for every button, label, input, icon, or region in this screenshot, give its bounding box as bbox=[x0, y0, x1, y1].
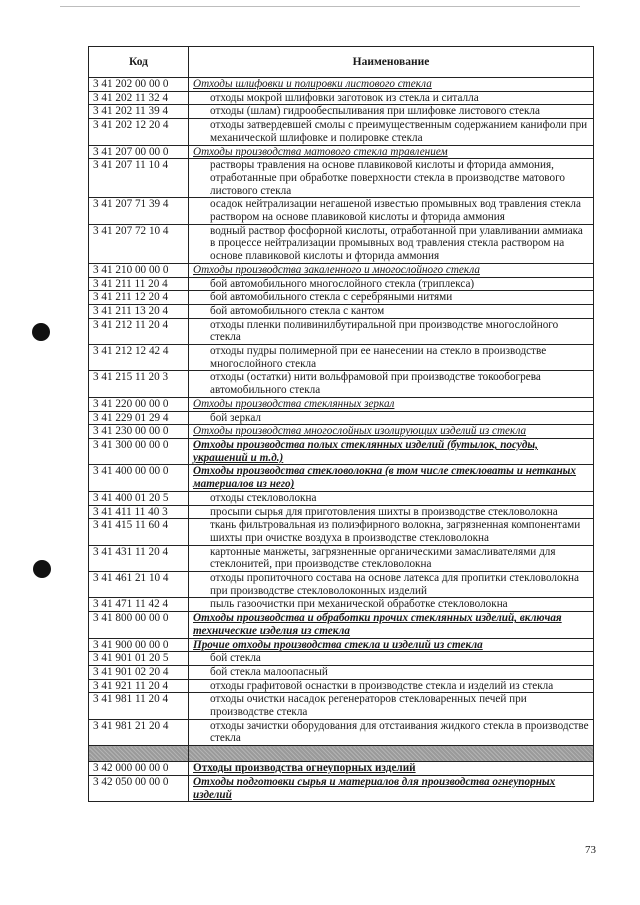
table-row bbox=[89, 304, 594, 318]
row-name: бой автомобильного многослойного стекла (триплекса) bbox=[189, 277, 594, 291]
row-code: 3 41 210 00 00 0 bbox=[89, 263, 189, 277]
row-name: бой зеркал bbox=[189, 411, 594, 425]
row-name: просыпи сырья для приготовления шихты в производстве стекловолокна bbox=[189, 505, 594, 519]
row-name: Отходы производства закаленного и многослойного стекла bbox=[189, 263, 594, 277]
table-header-row bbox=[89, 47, 594, 78]
row-code: 3 41 202 11 39 4 bbox=[89, 105, 189, 119]
row-name: Отходы производства и обработки прочих стеклянных изделий, включая технические изделия из стекла bbox=[189, 612, 594, 638]
table-row bbox=[89, 198, 594, 224]
row-code: 3 42 000 00 00 0 bbox=[89, 762, 189, 776]
row-code: 3 41 230 00 00 0 bbox=[89, 425, 189, 439]
row-name: бой автомобильного стекла с кантом bbox=[189, 304, 594, 318]
row-name: отходы зачистки оборудования для отстаивания жидкого стекла в производстве стекла bbox=[189, 719, 594, 745]
table-row bbox=[89, 291, 594, 305]
row-name: бой автомобильного стекла с серебряными нитями bbox=[189, 291, 594, 305]
table-row bbox=[89, 159, 594, 198]
table-row bbox=[89, 545, 594, 571]
row-code: 3 41 207 11 10 4 bbox=[89, 159, 189, 198]
shaded-separator-row bbox=[89, 746, 594, 762]
row-name: отходы (остатки) нити вольфрамовой при производстве токообогрева автомобильного стекла bbox=[189, 371, 594, 397]
row-name: растворы травления на основе плавиковой кислоты и фторида аммония, отработанные при обработке поверхности стекла в производстве матового листового стекла bbox=[189, 159, 594, 198]
row-code: 3 41 411 11 40 3 bbox=[89, 505, 189, 519]
row-name: Отходы производства стеклянных зеркал bbox=[189, 397, 594, 411]
row-code: 3 41 207 00 00 0 bbox=[89, 145, 189, 159]
table-row bbox=[89, 638, 594, 652]
header-code: Код bbox=[89, 47, 189, 78]
table-row bbox=[89, 78, 594, 92]
table-row bbox=[89, 665, 594, 679]
row-name: отходы стекловолокна bbox=[189, 491, 594, 505]
waste-classification-table bbox=[88, 46, 594, 802]
row-code: 3 41 211 12 20 4 bbox=[89, 291, 189, 305]
table-row bbox=[89, 612, 594, 638]
row-code bbox=[89, 746, 189, 762]
binder-hole bbox=[33, 560, 51, 578]
row-code: 3 41 202 11 32 4 bbox=[89, 91, 189, 105]
table-row bbox=[89, 145, 594, 159]
table-row bbox=[89, 693, 594, 719]
page-number: 73 bbox=[585, 844, 596, 856]
table-row bbox=[89, 719, 594, 745]
row-name: отходы пропиточного состава на основе латекса для пропитки стекловолокна при производстве стекловолоконных изделий bbox=[189, 572, 594, 598]
table-row bbox=[89, 505, 594, 519]
row-name: отходы пленки поливинилбутиральной при производстве многослойного стекла bbox=[189, 318, 594, 344]
row-code: 3 41 400 00 00 0 bbox=[89, 465, 189, 491]
row-code: 3 41 207 71 39 4 bbox=[89, 198, 189, 224]
table-row bbox=[89, 318, 594, 344]
table-row bbox=[89, 652, 594, 666]
row-code: 3 41 212 12 42 4 bbox=[89, 345, 189, 371]
table-row bbox=[89, 679, 594, 693]
row-code: 3 41 215 11 20 3 bbox=[89, 371, 189, 397]
row-code: 3 41 471 11 42 4 bbox=[89, 598, 189, 612]
row-code: 3 41 229 01 29 4 bbox=[89, 411, 189, 425]
row-name: картонные манжеты, загрязненные органическими замасливателями для стеклонитей, при производстве стекловолокна bbox=[189, 545, 594, 571]
row-code: 3 41 431 11 20 4 bbox=[89, 545, 189, 571]
row-code: 3 41 211 11 20 4 bbox=[89, 277, 189, 291]
table-row bbox=[89, 438, 594, 464]
table-row bbox=[89, 411, 594, 425]
row-name: отходы затвердевшей смолы с преимущественным содержанием канифоли при механической шлифовке и полировке стекла bbox=[189, 119, 594, 145]
row-code: 3 41 211 13 20 4 bbox=[89, 304, 189, 318]
table-row bbox=[89, 263, 594, 277]
row-code: 3 41 212 11 20 4 bbox=[89, 318, 189, 344]
row-code: 3 41 901 02 20 4 bbox=[89, 665, 189, 679]
row-code: 3 41 921 11 20 4 bbox=[89, 679, 189, 693]
row-name: отходы (шлам) гидрообеспыливания при шлифовке листового стекла bbox=[189, 105, 594, 119]
row-name: Отходы производства стекловолокна (в том числе стекловаты и нетканых материалов из него) bbox=[189, 465, 594, 491]
table-row bbox=[89, 491, 594, 505]
row-name: отходы очистки насадок регенераторов стекловаренных печей при производстве стекла bbox=[189, 693, 594, 719]
row-name: Отходы шлифовки и полировки листового стекла bbox=[189, 78, 594, 92]
row-name: Прочие отходы производства стекла и изделий из стекла bbox=[189, 638, 594, 652]
row-name: Отходы производства полых стеклянных изделий (бутылок, посуды, украшений и т.д.) bbox=[189, 438, 594, 464]
table-row bbox=[89, 519, 594, 545]
table-row bbox=[89, 91, 594, 105]
row-code: 3 41 981 21 20 4 bbox=[89, 719, 189, 745]
row-code: 3 41 202 00 00 0 bbox=[89, 78, 189, 92]
row-code: 3 42 050 00 00 0 bbox=[89, 775, 189, 801]
table-row bbox=[89, 371, 594, 397]
table-row bbox=[89, 224, 594, 263]
row-code: 3 41 461 21 10 4 bbox=[89, 572, 189, 598]
row-code: 3 41 300 00 00 0 bbox=[89, 438, 189, 464]
table-row bbox=[89, 277, 594, 291]
row-code: 3 41 901 01 20 5 bbox=[89, 652, 189, 666]
row-name: бой стекла малоопасный bbox=[189, 665, 594, 679]
table-row bbox=[89, 119, 594, 145]
row-name bbox=[189, 746, 594, 762]
table-row bbox=[89, 465, 594, 491]
table-row bbox=[89, 775, 594, 801]
row-name: Отходы производства многослойных изолирующих изделий из стекла bbox=[189, 425, 594, 439]
row-code: 3 41 900 00 00 0 bbox=[89, 638, 189, 652]
row-code: 3 41 220 00 00 0 bbox=[89, 397, 189, 411]
row-name: пыль газоочистки при механической обработке стекловолокна bbox=[189, 598, 594, 612]
table-row bbox=[89, 397, 594, 411]
row-name: ткань фильтровальная из полиэфирного волокна, загрязненная компонентами шихты при очистке воздуха в производстве стекловолокна bbox=[189, 519, 594, 545]
row-code: 3 41 981 11 20 4 bbox=[89, 693, 189, 719]
header-name: Наименование bbox=[189, 47, 594, 78]
row-name: отходы графитовой оснастки в производстве стекла и изделий из стекла bbox=[189, 679, 594, 693]
row-name: бой стекла bbox=[189, 652, 594, 666]
row-code: 3 41 207 72 10 4 bbox=[89, 224, 189, 263]
row-code: 3 41 800 00 00 0 bbox=[89, 612, 189, 638]
table-body bbox=[89, 78, 594, 802]
row-code: 3 41 202 12 20 4 bbox=[89, 119, 189, 145]
row-name: отходы пудры полимерной при ее нанесении на стекло в производстве многослойного стекла bbox=[189, 345, 594, 371]
row-code: 3 41 400 01 20 5 bbox=[89, 491, 189, 505]
binder-hole bbox=[32, 323, 50, 341]
row-name: Отходы производства матового стекла травлением bbox=[189, 145, 594, 159]
row-name: водный раствор фосфорной кислоты, отработанной при улавливании аммиака в процессе нейтрализации промывных вод травления стекла раствором на основе плавиковой кислоты и фторида аммония bbox=[189, 224, 594, 263]
table-row bbox=[89, 345, 594, 371]
table-row bbox=[89, 425, 594, 439]
row-name: Отходы подготовки сырья и материалов для производства огнеупорных изделий bbox=[189, 775, 594, 801]
table-row bbox=[89, 572, 594, 598]
table-row bbox=[89, 598, 594, 612]
table-row bbox=[89, 105, 594, 119]
row-code: 3 41 415 11 60 4 bbox=[89, 519, 189, 545]
row-name: отходы мокрой шлифовки заготовок из стекла и ситалла bbox=[189, 91, 594, 105]
scan-edge-line bbox=[60, 6, 580, 7]
row-name: Отходы производства огнеупорных изделий bbox=[189, 762, 594, 776]
row-name: осадок нейтрализации негашеной известью промывных вод травления стекла раствором на основе плавиковой кислоты и фторида аммония bbox=[189, 198, 594, 224]
table-row bbox=[89, 762, 594, 776]
